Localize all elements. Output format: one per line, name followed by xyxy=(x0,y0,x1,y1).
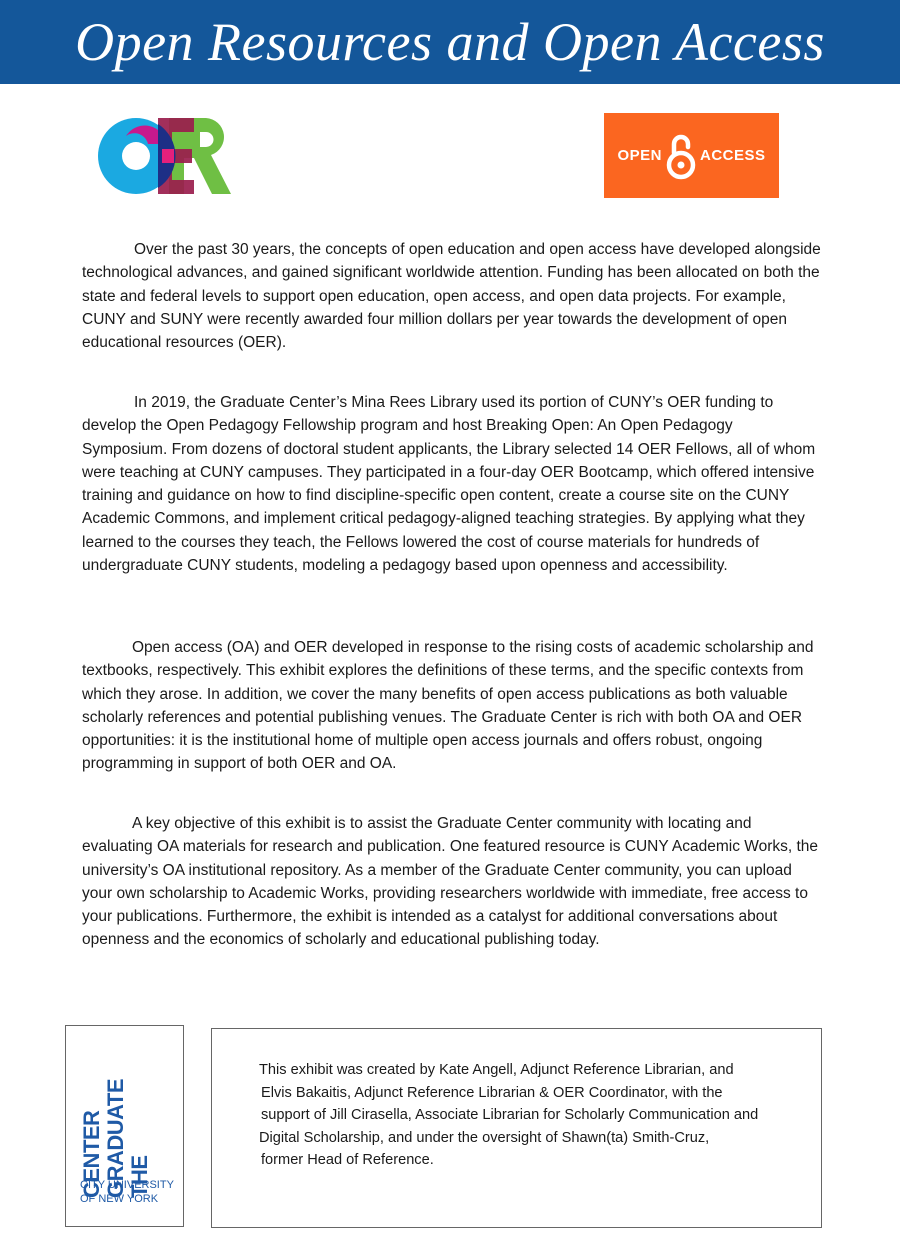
oer-logo xyxy=(96,116,236,196)
paragraph-oa-oer: Open access (OA) and OER developed in response to the rising costs of academic scholarship and textbooks, respectively. This exhibit explores the definitions of these terms, and the specific contexts from which they arose. In addition, we cover the many benefits of open access publications as both valuable scholarly references and potential publishing venues. The Graduate Center is rich with both OA and OER opportunities: it is the institutional home of multiple open access journals and offers robust, ongoing programming in support of both OER and OA. xyxy=(82,639,814,773)
paragraph-intro: Over the past 30 years, the concepts of open education and open access have developed alongside technological advances, and gained significant worldwide attention. Funding has been allocated on both the state and federal levels to support open education, open access, and open data projects. For example, CUNY and SUNY were recently awarded four million dollars per year towards the development of open educational resources (OER). xyxy=(82,241,821,352)
page-title: Open Resources and Open Access xyxy=(75,12,825,72)
credits-box xyxy=(211,1028,822,1228)
paragraph-objective: A key objective of this exhibit is to assist the Graduate Center community with locating and evaluating OA materials for research and publication. One featured resource is CUNY Academic Works, the university’s OA institutional repository. As a member of the Graduate Center community, you can upload your own scholarship to Academic Works, providing researchers worldwide with immediate, free access to your publications. Furthermore, the exhibit is intended as a catalyst for additional conversations about openness and the economics of scholarly and educational publishing today. xyxy=(82,815,819,949)
paragraph-fellowship: In 2019, the Graduate Center’s Mina Rees Library used its portion of CUNY’s OER funding to develop the Open Pedagogy Fellowship program and host Breaking Open: An Open Pedagogy Symposium. From dozens of doctoral student applicants, the Library selected 14 OER Fellows, all of whom were teaching at CUNY campuses. They participated in a four-day OER Bootcamp, which offered intensive training and guidance on how to find discipline-specific open content, create a course site on the CUNY Academic Commons, and implement critical pedagogy-aligned teaching strategies. By applying what they learned to the courses they teach, the Fellows lowered the cost of course materials for hundreds of undergraduate CUNY students, modeling a pedagogy based upon openness and accessibility. xyxy=(82,394,816,575)
open-access-left-text: OPEN xyxy=(617,147,662,164)
open-access-logo xyxy=(604,113,779,198)
open-access-right-text: ACCESS xyxy=(700,147,766,164)
title-banner xyxy=(0,0,900,84)
graduate-center-subtitle: CITY UNIVERSITY OF NEW YORK xyxy=(80,1179,174,1205)
credits-text: This exhibit was created by Kate Angell, Adjunct Reference Librarian, and Elvis Bakaitis, Adjunct Reference Librarian & OER Coordinator, with the support of Jill Cirasella, Associate Librarian for Scholarly Communication and Digital Scholarship, and under the oversight of Shawn(ta) Smith-Cruz, former Head of Reference. xyxy=(259,1062,759,1169)
graduate-center-wordmark: CENTER GRADUATE THE xyxy=(79,1078,152,1198)
graduate-center-logo xyxy=(65,1025,184,1227)
open-lock-icon xyxy=(666,131,696,181)
